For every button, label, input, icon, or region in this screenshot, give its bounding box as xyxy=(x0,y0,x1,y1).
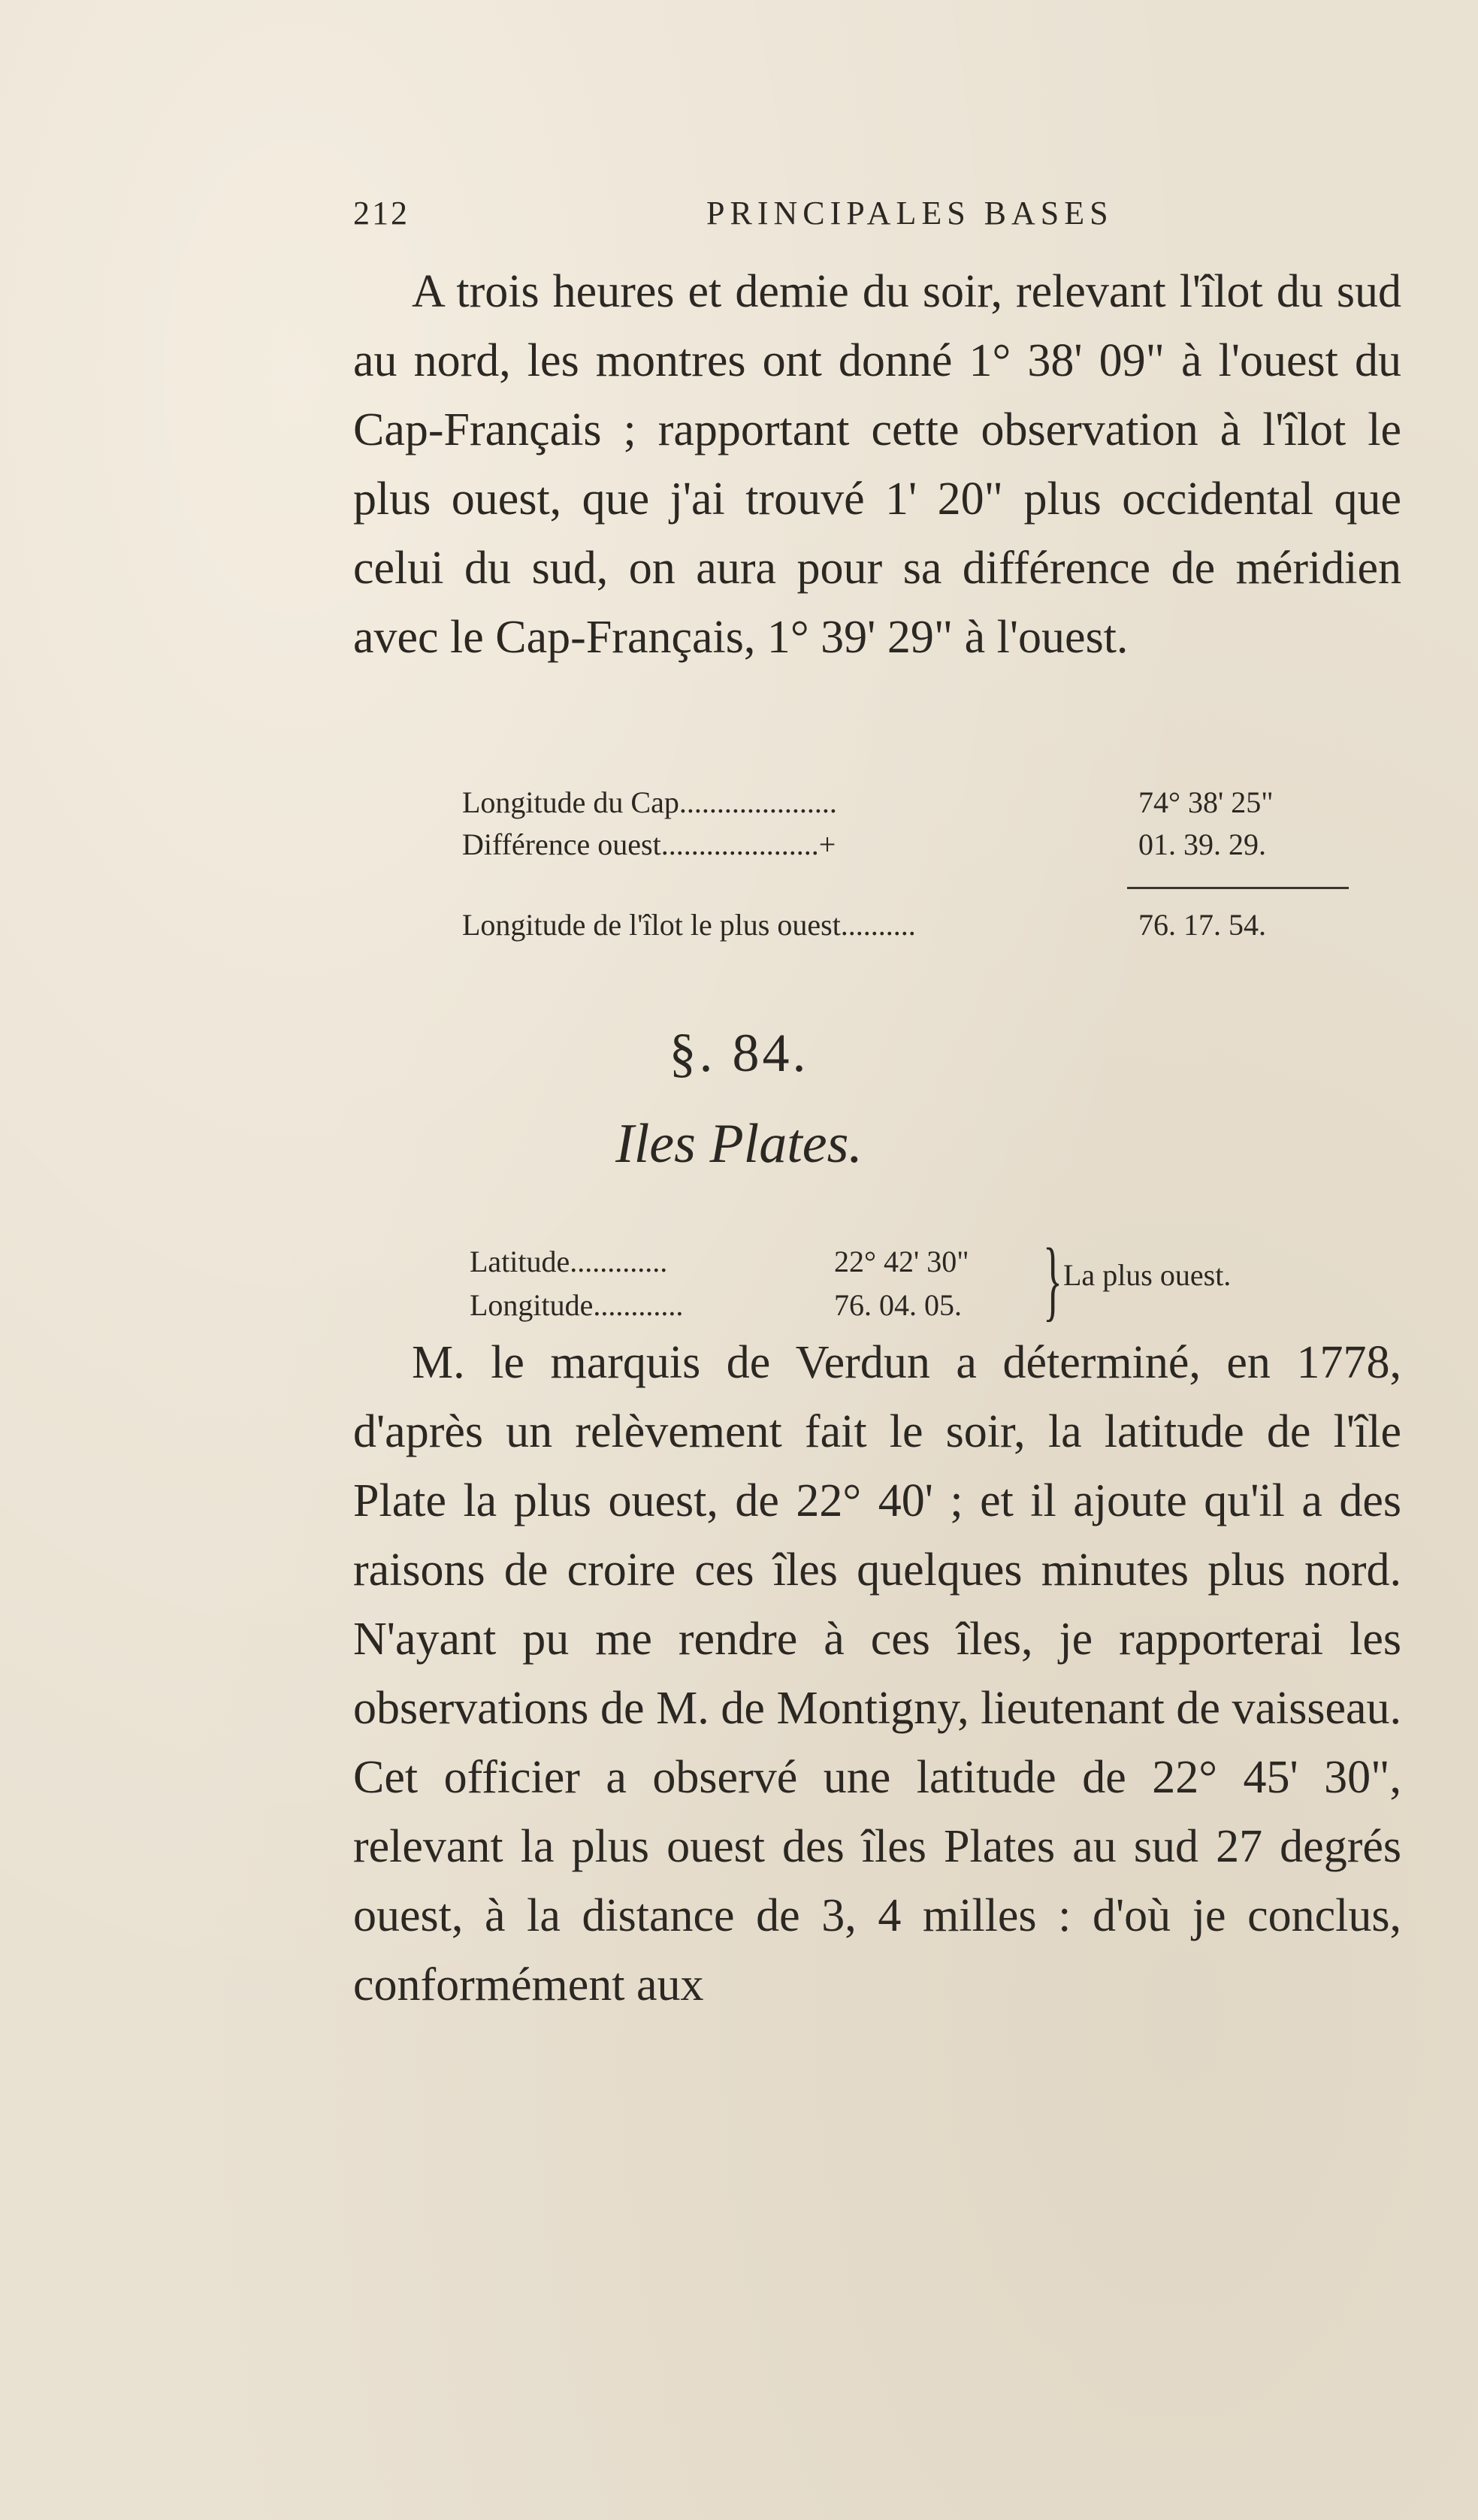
longitude-result xyxy=(462,904,1349,946)
calc-label: Longitude du Cap..................... xyxy=(462,785,837,819)
paragraph-one xyxy=(353,257,1401,672)
running-head xyxy=(353,194,1435,247)
calc-value: 01. 39. 29. xyxy=(1138,827,1266,861)
longitude-calculation xyxy=(462,782,1349,866)
calc-row-difference xyxy=(462,824,1349,866)
paragraph-one-text: A trois heures et demie du soir, relevant l'îlot du sud au nord, les montres ont donné 1° 38' 09" à l'ouest du Cap-Français ; rapportant cette observation à l'îlot le plus ouest, que j'ai trouvé 1' 20" plus occidental que celui du sud, on aura pour sa différence de méridien avec le Cap-Français, 1° 39' 29" à l'ouest. xyxy=(353,266,1401,663)
info-value: 76. 04. 05. xyxy=(834,1288,962,1322)
calc-row-result xyxy=(462,904,1349,946)
info-value: 22° 42' 30" xyxy=(834,1245,969,1278)
page-number: 212 xyxy=(353,195,410,231)
calc-value: 76. 17. 54. xyxy=(1138,908,1266,942)
position-info xyxy=(470,1240,1371,1327)
running-title: PRINCIPALES BASES xyxy=(706,195,1114,231)
info-row-longitude xyxy=(470,1284,1371,1327)
calc-label: Différence ouest.....................+ xyxy=(462,827,836,861)
paragraph-two-text: M. le marquis de Verdun a déterminé, en 1778, d'après un relèvement fait le soir, la latitude de l'île Plate la plus ouest, de 22° 40' ; et il ajoute qu'il a des raisons de croire ces îles quelques minutes plus nord. N'ayant pu me rendre à ces îles, je rapporterai les observations de M. de Montigny, lieutenant de vaisseau. Cet officier a observé une latitude de 22° 45' 30", relevant la plus ouest des îles Plates au sud 27 degrés ouest, à la distance de 3, 4 milles : d'où je conclus, conformément aux xyxy=(353,1337,1401,2010)
brace-note: La plus ouest. xyxy=(1063,1258,1232,1292)
calc-label: Longitude de l'îlot le plus ouest.......... xyxy=(462,908,916,942)
calc-row-cap xyxy=(462,782,1349,824)
sum-rule xyxy=(1127,887,1349,889)
info-row-latitude xyxy=(470,1240,1371,1284)
paragraph-two xyxy=(353,1328,1401,2019)
section-title: Iles Plates. xyxy=(615,1113,863,1175)
info-label: Latitude............. xyxy=(470,1245,668,1278)
info-label: Longitude............ xyxy=(470,1288,684,1322)
grouping-brace: } xyxy=(1043,1230,1062,1330)
calc-value: 74° 38' 25" xyxy=(1138,785,1274,819)
section-number: §. 84. xyxy=(669,1023,809,1083)
